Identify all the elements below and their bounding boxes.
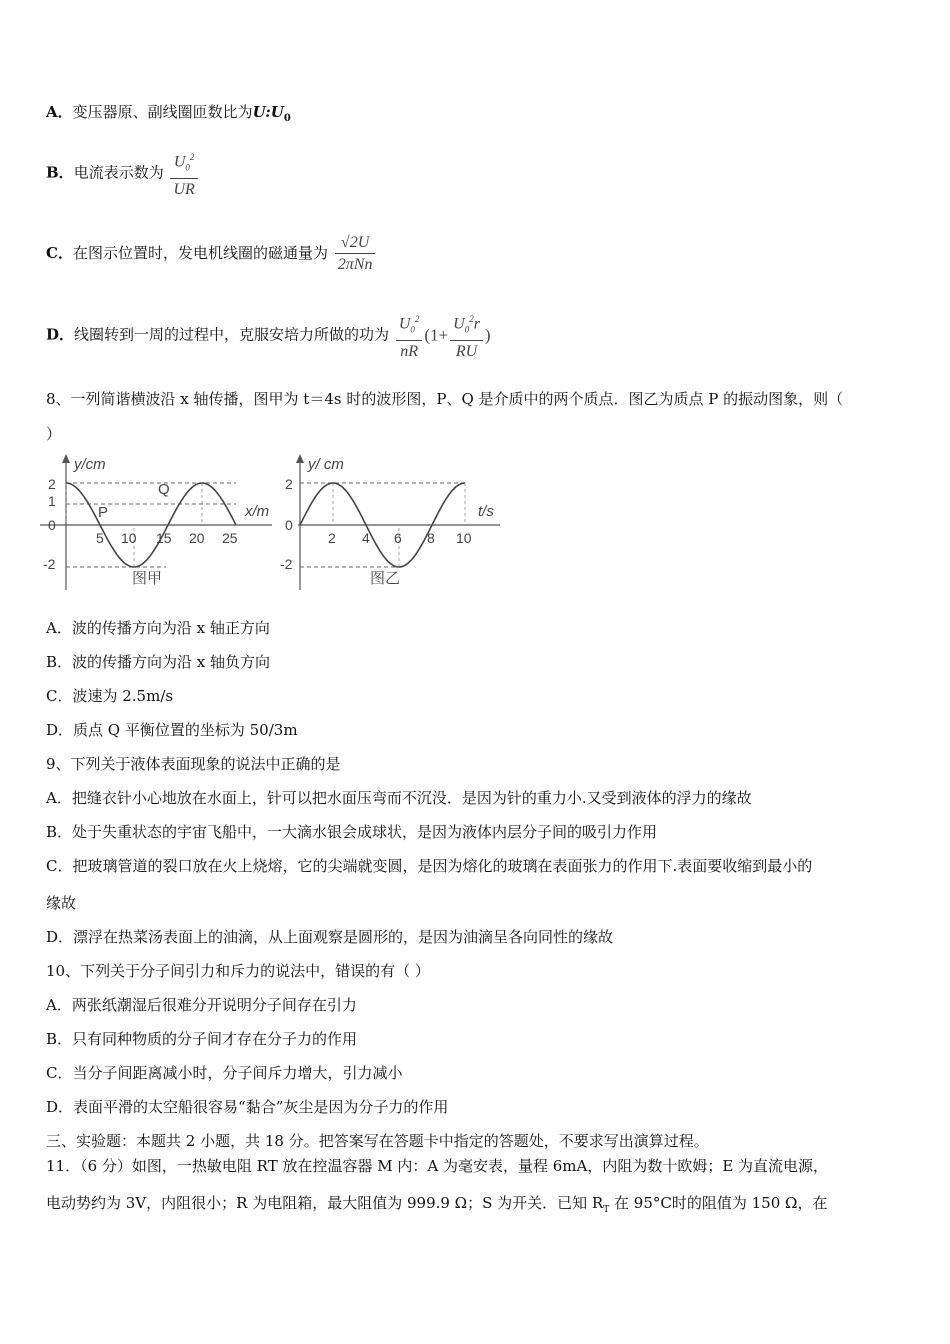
- current-fraction: $\frac{U_0^2}{UR}$: [170, 148, 197, 199]
- y-tick: 2: [285, 476, 293, 492]
- x-tick: 5: [96, 530, 104, 546]
- x-tick: 25: [222, 530, 238, 546]
- q7-option-d: D．线圈转到一周的过程中，克服安培力所做的功为 $\frac{U_0^2}{nR}$ (1+ $\frac{U_0^2r}{RU}$ ): [46, 310, 491, 361]
- q8-stem: 8、一列简谐横波沿 x 轴传播，图甲为 t＝4s 时的波形图，P、Q 是介质中的两个质点．图乙为质点 P 的振动图象，则（: [46, 390, 844, 408]
- flux-fraction: $\frac{√2U}{\text{2πNn}}$: [335, 234, 376, 274]
- q11-line-1: 11．（6 分）如图，一热敏电阻 RT 放在控温容器 M 内：A 为毫安表，量程 6mA，内阻为数十欧姆；E 为直流电源，: [46, 1157, 829, 1175]
- point-q-label: Q: [158, 481, 170, 498]
- q8-option-a: A．波的传播方向为沿 x 轴正方向: [46, 619, 270, 637]
- y-axis-arrow-icon: [296, 454, 304, 463]
- y-axis-label: y/ cm: [308, 456, 344, 473]
- t-tick: 10: [456, 530, 472, 546]
- y-tick: -2: [280, 556, 293, 572]
- work-fraction-2: $\frac{U_0^2r}{RU}$: [450, 310, 483, 361]
- chart-caption: 图乙: [370, 570, 401, 587]
- q9-option-c: C．把玻璃管道的裂口放在火上烧熔，它的尖端就变圆，是因为熔化的玻璃在表面张力的作用下.表面要收缩到最小的: [46, 857, 813, 875]
- y-tick: 1: [48, 493, 56, 509]
- q9-option-b: B．处于失重状态的宇宙飞船中，一大滴水银会成球状，是因为液体内层分子间的吸引力作用: [46, 823, 658, 841]
- x-tick: 20: [189, 530, 205, 546]
- q8-option-d: D．质点 Q 平衡位置的坐标为 50/3m: [46, 721, 298, 739]
- t-tick: 6: [394, 530, 402, 546]
- q10-option-b: B．只有同种物质的分子间才存在分子力的作用: [46, 1030, 358, 1048]
- q9-option-d: D．漂浮在热菜汤表面上的油滴，从上面观察是圆形的，是因为油滴呈各向同性的缘故: [46, 928, 614, 946]
- work-fraction-1: $\frac{U_0^2}{nR}$: [396, 310, 423, 361]
- q7-option-c: C．在图示位置时，发电机线圈的磁通量为 $\frac{√2U}{\text{2πNn}}$: [46, 231, 377, 275]
- q8-option-b: B．波的传播方向为沿 x 轴负方向: [46, 653, 271, 671]
- y-axis-label: y/cm: [74, 456, 106, 473]
- q11-line-2: 电动势约为 3V，内阻很小；R 为电阻箱，最大阻值为 999.9 Ω；S 为开关．已知 $R_T$ 在 95°C时的阻值为 150 Ω，在: [46, 1194, 828, 1215]
- point-p-label: P: [98, 504, 109, 521]
- x-tick: 15: [156, 530, 172, 546]
- y-tick: 0: [285, 517, 293, 533]
- x-axis-label: x/m: [245, 503, 270, 520]
- vibration-chart-yi: [278, 452, 508, 592]
- q10-option-d: D．表面平滑的太空船很容易“黏合”灰尘是因为分子力的作用: [46, 1098, 449, 1116]
- q8-option-c: C．波速为 2.5m/s: [46, 687, 174, 705]
- q7-option-a: A．变压器原、副线圈匝数比为$U:U_0$: [46, 103, 291, 124]
- q10-stem: 10、下列关于分子间引力和斥力的说法中，错误的有（ ）: [46, 962, 430, 980]
- q10-option-c: C．当分子间距离减小时，分子间斥力增大，引力减小: [46, 1064, 403, 1082]
- y-tick: -2: [43, 556, 56, 572]
- q9-option-c-cont: 缘故: [46, 894, 77, 912]
- y-tick: 2: [48, 476, 56, 492]
- q9-stem: 9、下列关于液体表面现象的说法中正确的是: [46, 755, 341, 773]
- q8-stem-close: ）: [46, 425, 62, 443]
- q9-option-a: A．把缝衣针小心地放在水面上，针可以把水面压弯而不沉没．是因为针的重力小.又受到液体的浮力的缘故: [46, 789, 752, 807]
- t-tick: 8: [427, 530, 435, 546]
- section-heading: 三、实验题：本题共 2 小题，共 18 分。把答案写在答题卡中指定的答题处，不要求写出演算过程。: [46, 1132, 709, 1150]
- q7-option-b: B．电流表示数为 $\frac{U_0^2}{UR}$: [46, 148, 200, 199]
- y-tick: 0: [48, 517, 56, 533]
- x-tick: 10: [121, 530, 137, 546]
- q10-option-a: A．两张纸潮湿后很难分开说明分子间存在引力: [46, 996, 357, 1014]
- wave-chart-jia: [40, 452, 280, 592]
- chart-caption: 图甲: [132, 570, 163, 587]
- t-axis-label: t/s: [478, 503, 494, 520]
- y-axis-arrow-icon: [62, 454, 70, 463]
- t-tick: 2: [328, 530, 336, 546]
- t-tick: 4: [362, 530, 370, 546]
